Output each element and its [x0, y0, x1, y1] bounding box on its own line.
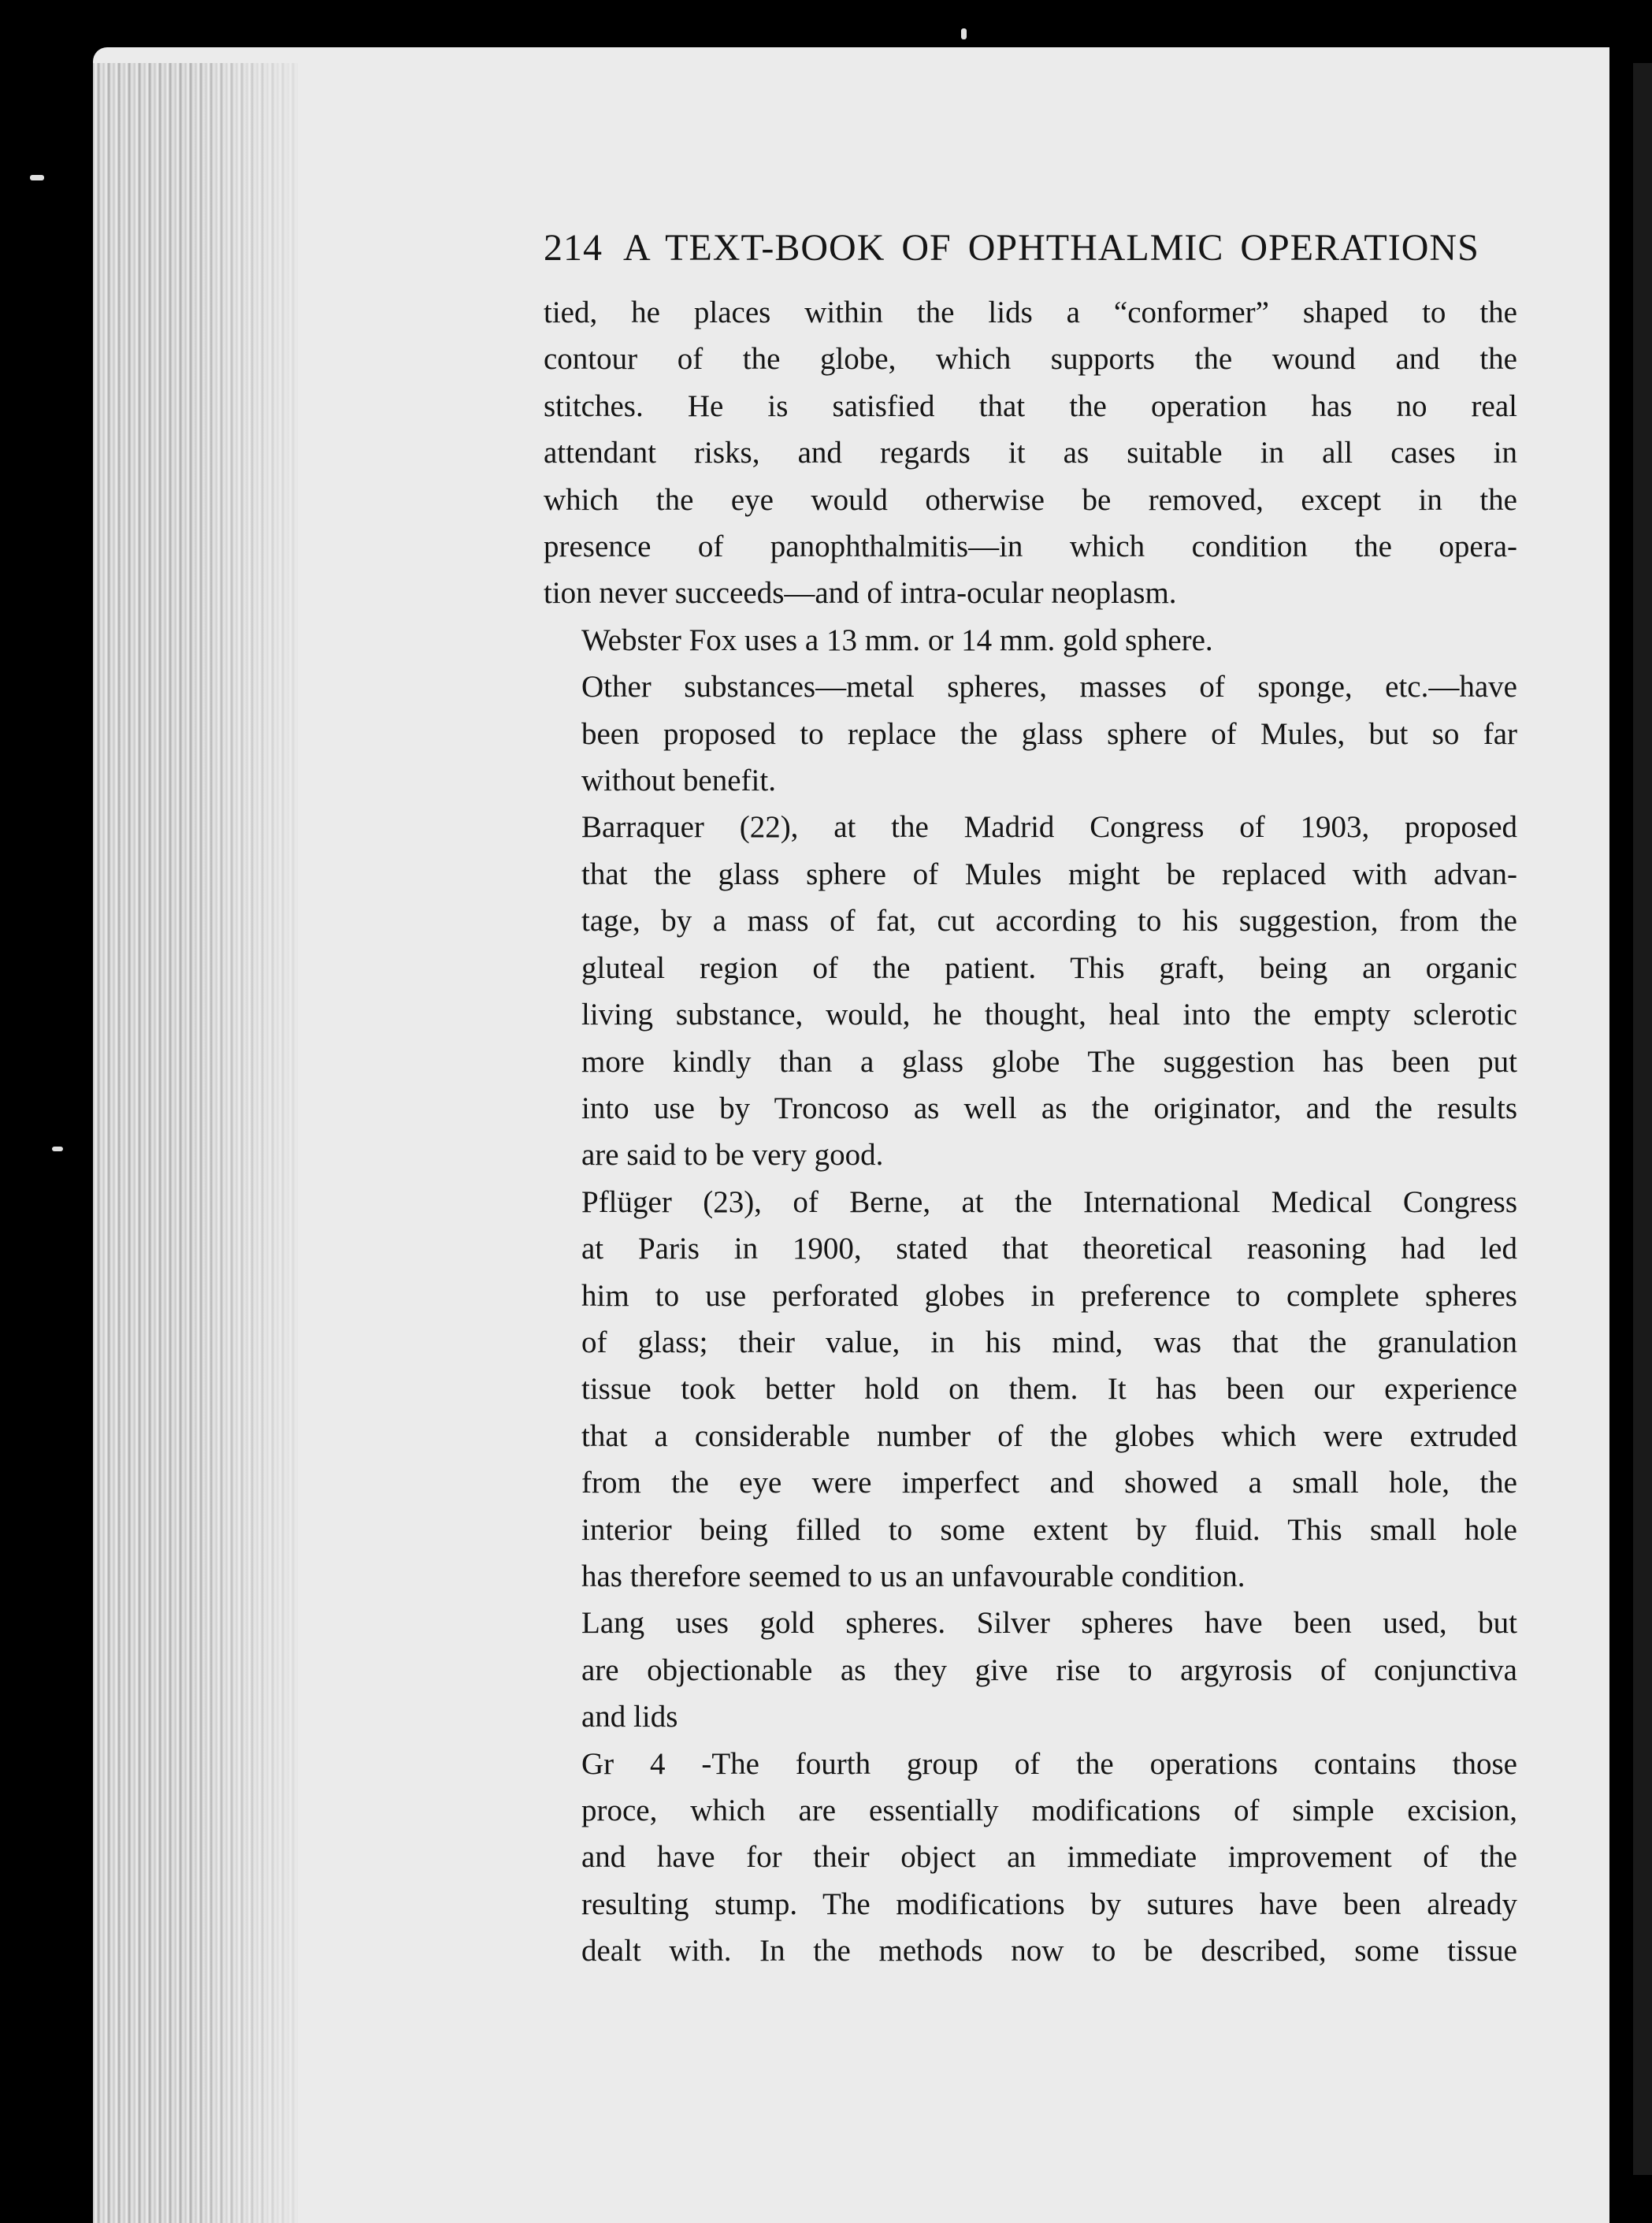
- text-line: and lids: [581, 1700, 678, 1734]
- paragraph: [544, 289, 1517, 617]
- text-line: been proposed to replace the glass sphere of Mules, but so far: [581, 716, 1517, 751]
- text-line: living substance, would, he thought, heal into the empty sclerotic: [581, 998, 1517, 1032]
- paragraph: [544, 1600, 1517, 1740]
- scan-speck: [961, 28, 967, 39]
- paragraph: [544, 664, 1517, 804]
- text-line: Barraquer (22), at the Madrid Congress of 1903, proposed: [581, 810, 1517, 845]
- paragraph: [544, 617, 1517, 664]
- text-line: resulting stump. The modifications by sutures have been already: [581, 1887, 1517, 1921]
- page-text: [544, 225, 1517, 1975]
- paragraph: [544, 1741, 1517, 1975]
- text-line: interior being filled to some extent by fluid. This small hole: [581, 1512, 1517, 1547]
- text-line: of glass; their value, in his mind, was that the granulation: [581, 1325, 1517, 1359]
- text-line: attendant risks, and regards it as suitable in all cases in: [544, 436, 1517, 470]
- paragraph: [544, 1179, 1517, 1600]
- text-line: Gr 4 -The fourth group of the operations contains those: [581, 1746, 1517, 1781]
- text-line: him to use perforated globes in preference to complete spheres: [581, 1278, 1517, 1313]
- page-edges-shadow: [187, 63, 329, 2223]
- paragraph: [544, 804, 1517, 1178]
- text-line: and have for their object an immediate improvement of the: [581, 1840, 1517, 1875]
- text-line: from the eye were imperfect and showed a small hole, the: [581, 1466, 1517, 1500]
- text-line: dealt with. In the methods now to be described, some tissue: [581, 1934, 1517, 1968]
- text-line: are said to be very good.: [581, 1138, 884, 1173]
- text-line: Pflüger (23), of Berne, at the International Medical Congress: [581, 1184, 1517, 1219]
- text-line: tion never succeeds—and of intra-ocular neoplasm.: [544, 576, 1177, 611]
- text-line: that the glass sphere of Mules might be replaced with advan-: [581, 857, 1517, 891]
- text-line: proce, which are essentially modifications of simple excision,: [581, 1794, 1517, 1827]
- text-line: which the eye would otherwise be removed, except in the: [544, 482, 1517, 517]
- text-line: Webster Fox uses a 13 mm. or 14 mm. gold sphere.: [581, 623, 1213, 657]
- text-line: at Paris in 1900, stated that theoretical reasoning had led: [581, 1232, 1517, 1266]
- scan-speck: [52, 1147, 63, 1151]
- text-line: without benefit.: [581, 764, 776, 798]
- text-line: are objectionable as they give rise to argyrosis of conjunctiva: [581, 1652, 1517, 1687]
- text-line: tied, he places within the lids a “conformer” shaped to the: [544, 296, 1517, 329]
- text-line: has therefore seemed to us an unfavourable condition.: [581, 1559, 1245, 1593]
- text-line: tissue took better hold on them. It has been our experience: [581, 1372, 1517, 1407]
- text-line: gluteal region of the patient. This graft, being an organic: [581, 950, 1517, 985]
- page-number: 214: [544, 227, 603, 269]
- text-line: that a considerable number of the globes which were extruded: [581, 1418, 1517, 1453]
- text-line: tage, by a mass of fat, cut according to his suggestion, from the: [581, 904, 1517, 939]
- text-line: contour of the globe, which supports the wound and the: [544, 342, 1517, 377]
- running-title: A TEXT-BOOK OF OPHTHALMIC OPERATIONS: [623, 227, 1479, 269]
- book-binding-edge: [1633, 63, 1652, 2175]
- text-line: Lang uses gold spheres. Silver spheres have been used, but: [581, 1606, 1517, 1641]
- text-line: stitches. He is satisfied that the operation has no real: [544, 388, 1517, 423]
- text-line: presence of panophthalmitis—in which condition the opera-: [544, 530, 1517, 564]
- text-line: Other substances—metal spheres, masses of sponge, etc.—have: [581, 670, 1517, 704]
- running-header: [544, 225, 1517, 272]
- text-line: into use by Troncoso as well as the originator, and the results: [581, 1091, 1517, 1125]
- scan-speck: [30, 175, 44, 180]
- text-line: more kindly than a glass globe The suggestion has been put: [581, 1044, 1517, 1079]
